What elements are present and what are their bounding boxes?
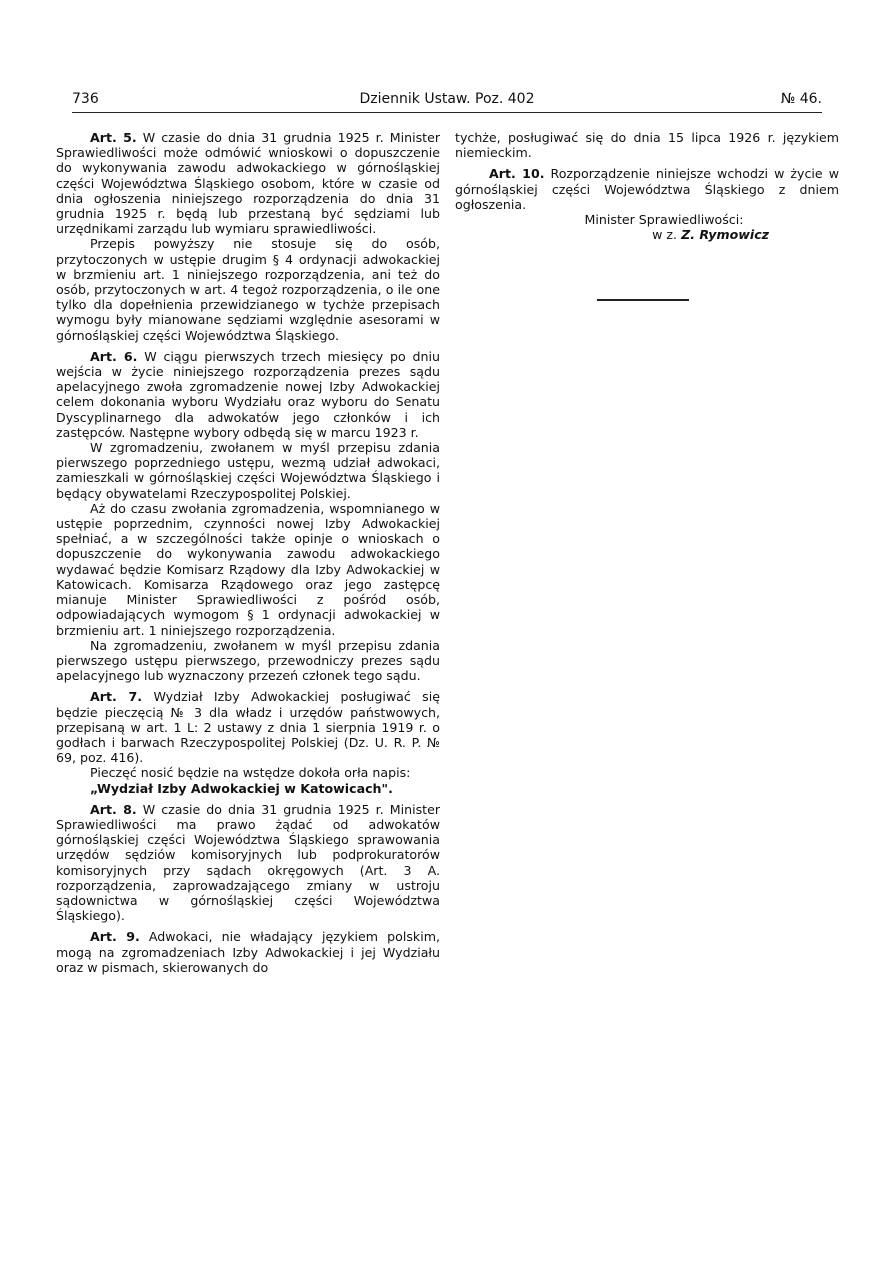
- end-rule: [597, 299, 689, 301]
- signature-prefix: w z.: [652, 227, 678, 243]
- art7-text-1: Wydział Izby Adwokackiej posługiwać się będzie pieczęcią № 3 dla władz i urzędów państwowych, przepisaną w art. 1 L: 2 ustawy z dnia 1 sierpnia 1919 r. o godłach i barwach Rzeczypospolitej Polskiej (Dz. U. R. P. № 69, poz. 416).: [56, 689, 440, 766]
- art6-paragraph-1: [56, 349, 440, 440]
- art6-label: Art. 6.: [90, 348, 138, 364]
- header-rule: [72, 112, 822, 113]
- art10-paragraph-1: [455, 166, 839, 212]
- art6-text-1: W ciągu pierwszych trzech miesięcy po dniu wejścia w życie niniejszego rozporządzenia prezes sądu apelacyjnego zwoła zgromadzenie nowej Izby Adwokackiej celem dokonania wyboru Wydziału oraz wyboru do Senatu Dyscyplinarnego dla adwokatów jego członków i ich zastępców. Następne wybory odbędą się w marcu 1923 r.: [56, 348, 440, 440]
- art6-paragraph-2: W zgromadzeniu, zwołanem w myśl przepisu zdania pierwszego poprzedniego ustępu, wezmą udział adwokaci, zamieszkali w górnośląskiej części Województwa Śląskiego i będący obywatelami Rzeczypospolitej Polskiej.: [56, 440, 440, 501]
- page-header: [72, 91, 822, 111]
- art10-label: Art. 10.: [489, 166, 545, 182]
- left-column: [56, 130, 440, 975]
- page-number: 736: [72, 91, 99, 107]
- art6-paragraph-4: Na zgromadzeniu, zwołanem w myśl przepisu zdania pierwszego ustępu pierwszego, przewodniczy prezes sądu apelacyjnego lub wyznaczony przezeń członek tego sądu.: [56, 637, 440, 684]
- art9-paragraph-1: [56, 929, 440, 975]
- art5-paragraph-1: [56, 130, 440, 236]
- art9-label: Art. 9.: [90, 929, 140, 945]
- art8-label: Art. 8.: [90, 801, 137, 817]
- signature-name: Z. Rymowicz: [681, 227, 769, 243]
- art9-text-1: Adwokaci, nie władający językiem polskim, mogą na zgromadzeniach Izby Adwokackiej i jej Wydziału oraz w pismach, skierowanych do: [56, 929, 440, 975]
- art8-text-1: W czasie do dnia 31 grudnia 1925 r. Minister Sprawiedliwości ma prawo żądać od adwokatów górnośląskiej części Województwa Śląskiego sprawowania urzędów sędziów komisoryjnych lub podprokuratorów komisoryjnych przy sądach okręgowych (Art. 3 A. rozporządzenia, zaprowadzającego zmiany w ustroju sądownictwa w górnośląskiej części Województwa Śląskiego).: [56, 801, 440, 924]
- art5-label: Art. 5.: [90, 130, 137, 145]
- art6-paragraph-3: Aż do czasu zwołania zgromadzenia, wspomnianego w ustępie poprzednim, czynności nowej Izby Adwokackiej spełniać, a w szczególności także opinje o wnioskach o dopuszczenie do wykonywania zawodu adwokackiego wydawać będzie Komisarz Rządowy dla Izby Adwokackiej w Katowicach. Komisarza Rządowego oraz jego zastępcę mianuje Minister Sprawiedliwości z pośród osób, odpowiadających wymogom § 1 ordynacji adwokackiej w brzmieniu art. 1 niniejszego rozporządzenia.: [56, 500, 440, 638]
- art10-text-1: Rozporządzenie niniejsze wchodzi w życie w górnośląskiej części Województwa Śląskiego z dniem ogłoszenia.: [455, 166, 839, 212]
- art5-text-1: W czasie do dnia 31 grudnia 1925 r. Minister Sprawiedliwości może odmówić wnioskowi o dopuszczenie do wykonywania zawodu adwokackiego w górnośląskiej części Województwa Śląskiego osobom, które w czasie od dnia ogłoszenia niniejszego rozporządzenia do dnia 31 grudnia 1925 r. będą lub przestaną być sędziami lub urzędnikami zarządu lub wymiaru sprawiedliwości.: [56, 130, 440, 237]
- art8-paragraph-1: [56, 802, 440, 924]
- seal-inscription: „Wydział Izby Adwokackiej w Katowicach".: [90, 780, 393, 796]
- journal-title: Dziennik Ustaw. Poz. 402: [359, 91, 535, 107]
- art7-paragraph-2: Pieczęć nosić będzie na wstędze dokoła orła napis:: [90, 765, 411, 781]
- signature-line: [455, 227, 839, 242]
- art9-continuation: tychże, posługiwać się do dnia 15 lipca 1926 r. językiem niemieckim.: [455, 130, 839, 161]
- art5-paragraph-2: Przepis powyższy nie stosuje się do osób, przytoczonych w ustępie drugim § 4 ordynacji adwokackiej w brzmieniu art. 1 niniejszego rozporządzenia, ani też do osób, przytoczonych w art. 4 tegoż rozporządzenia, o ile one tylko dla dopełnienia przewidzianego w tychże przepisach wymogu były mianowane sędziami względnie asesorami w górnośląskiej części Województwa Śląskiego.: [56, 236, 440, 343]
- issue-number: № 46.: [780, 91, 822, 107]
- right-column: [455, 130, 839, 242]
- signature-title: Minister Sprawiedliwości:: [584, 212, 744, 228]
- art7-paragraph-1: [56, 689, 440, 765]
- art7-label: Art. 7.: [90, 689, 143, 705]
